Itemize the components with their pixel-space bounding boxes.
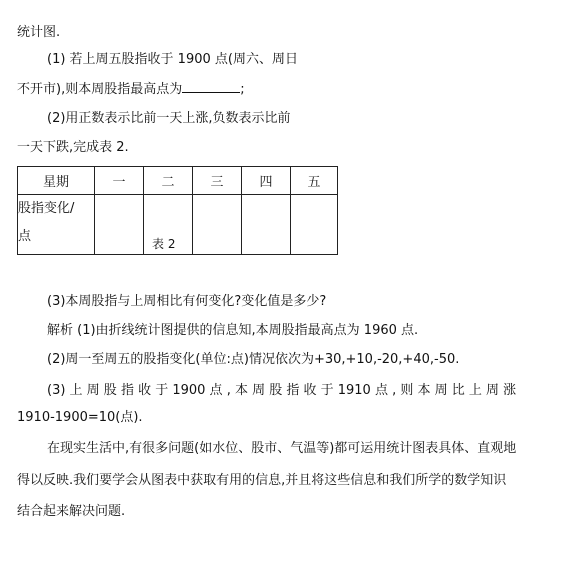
question-2-line-2: 一天下跌,完成表 2.: [17, 140, 129, 155]
analysis-3-line-2: 1910-1900=10(点).: [17, 410, 143, 425]
table-2: [17, 166, 338, 255]
table-header-row: [18, 167, 338, 195]
summary-line-1: 在现实生活中,有很多问题(如水位、股市、气温等)都可运用统计图表具体、直观地: [47, 441, 517, 456]
answer-blank: [182, 80, 240, 93]
header-weekday: 星期: [18, 167, 95, 195]
question-2-line-1: (2)用正数表示比前一天上涨,负数表示比前: [47, 111, 291, 126]
analysis-2: (2)周一至周五的股指变化(单位:点)情况依次为+30,+10,-20,+40,-50.: [47, 352, 460, 367]
header-fri: 五: [291, 167, 338, 195]
question-3: (3)本周股指与上周相比有何变化?变化值是多少?: [47, 294, 327, 309]
table-data-row: [18, 195, 338, 255]
cell-tue: [144, 195, 193, 255]
cell-wed: [193, 195, 242, 255]
question-1-text: 不开市),则本周股指最高点为: [17, 82, 183, 97]
analysis-1: 解析 (1)由折线统计图提供的信息知,本周股指最高点为 1960 点.: [47, 323, 419, 338]
row-label-line-1: 股指变化/: [18, 201, 75, 216]
cell-mon: [95, 195, 144, 255]
summary-line-3: 结合起来解决问题.: [17, 504, 126, 519]
cell-fri: [291, 195, 338, 255]
header-thu: 四: [242, 167, 291, 195]
row-label: [18, 195, 95, 255]
question-1-end: ;: [240, 82, 245, 97]
question-1-line-1: (1) 若上周五股指收于 1900 点(周六、周日: [47, 52, 298, 67]
summary-line-2: 得以反映.我们要学会从图表中获取有用的信息,并且将这些信息和我们所学的数学知识: [17, 473, 507, 488]
table-caption: 表 2: [152, 237, 176, 251]
cell-thu: [242, 195, 291, 255]
question-1-line-2: [17, 80, 245, 98]
analysis-3-line-1: (3) 上 周 股 指 收 于 1900 点 , 本 周 股 指 收 于 1910 点 , 则 本 周 比 上 周 涨: [47, 383, 517, 398]
header-tue: 二: [144, 167, 193, 195]
row-label-line-2: 点: [18, 229, 32, 244]
header-mon: 一: [95, 167, 144, 195]
header-wed: 三: [193, 167, 242, 195]
text-line-1: 统计图.: [17, 25, 61, 40]
